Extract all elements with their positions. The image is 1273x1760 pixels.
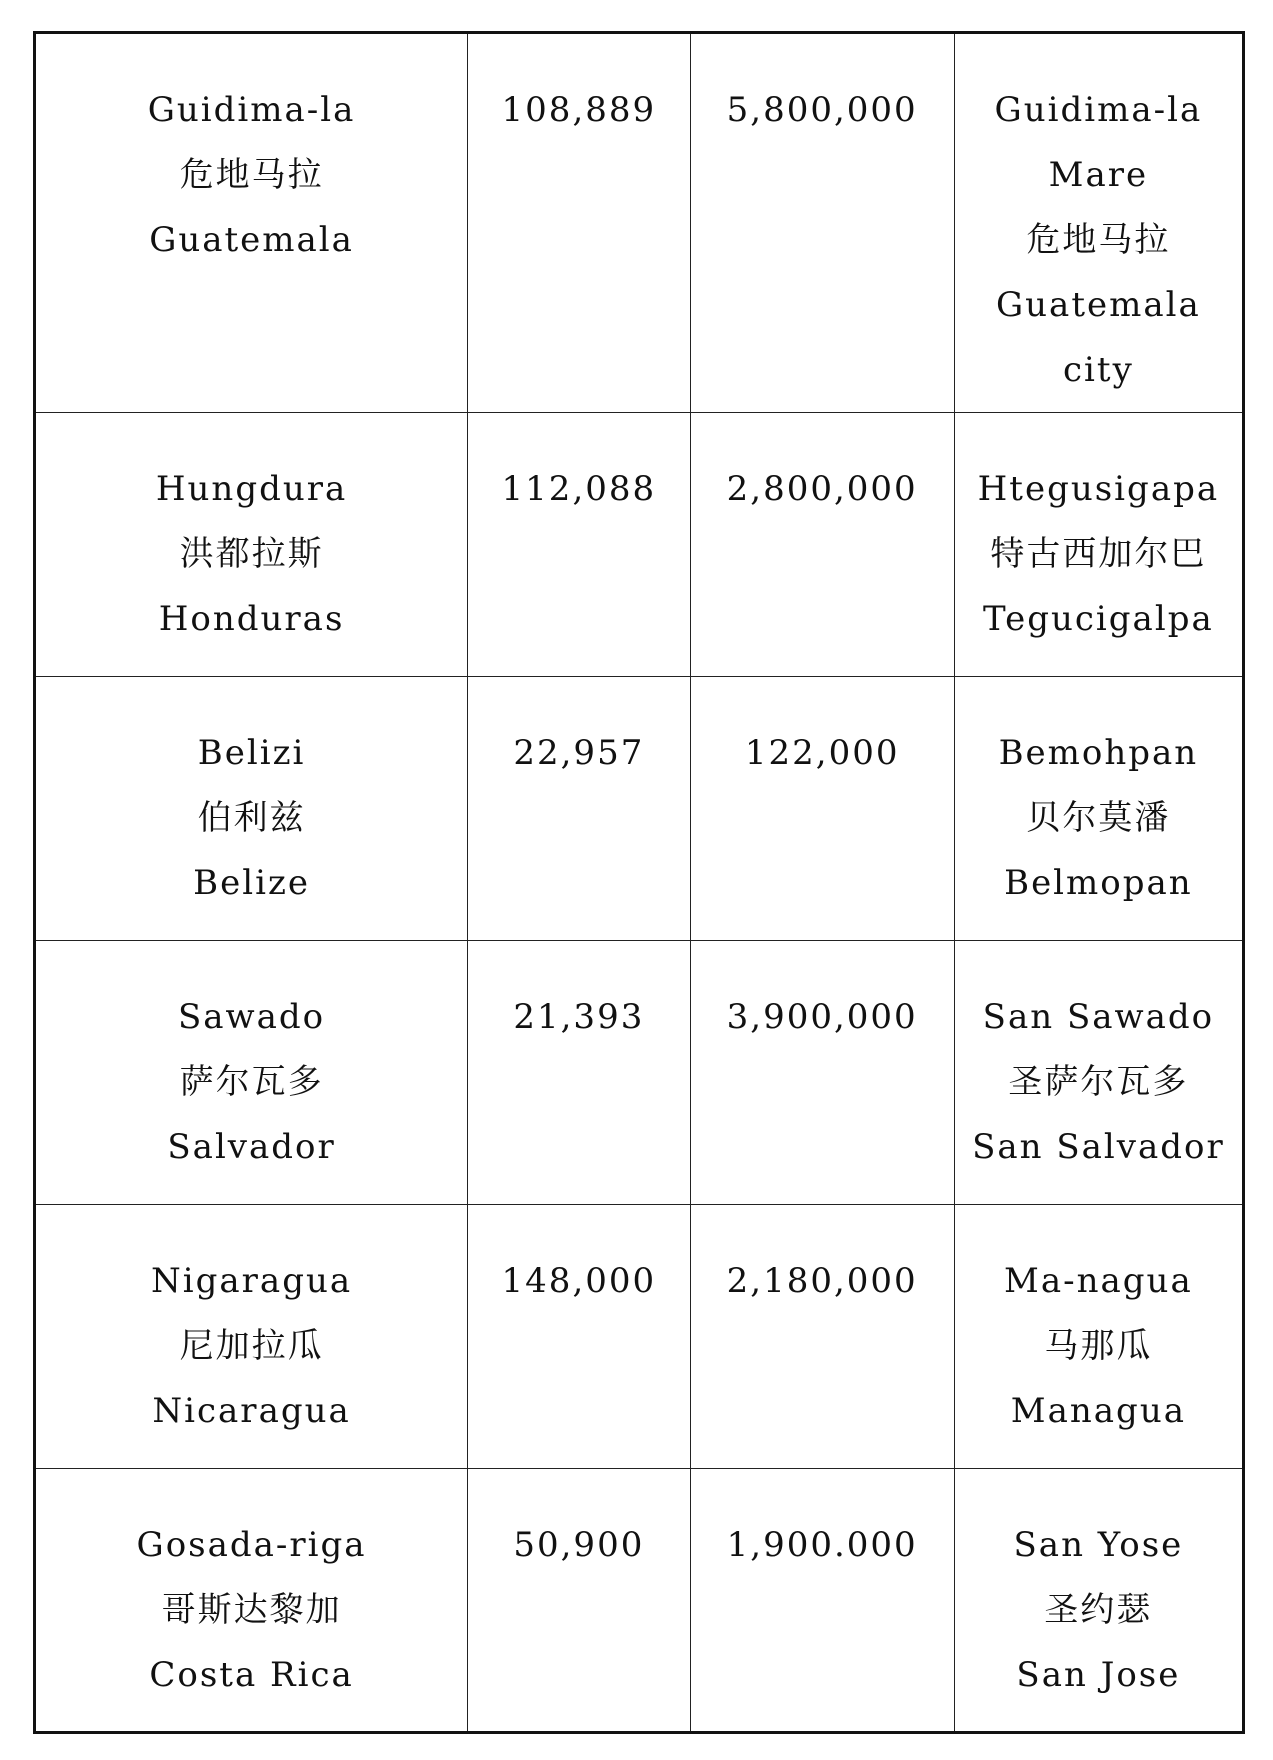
area-cell bbox=[468, 677, 690, 941]
country-cell-line: Belize bbox=[193, 863, 311, 903]
population-cell bbox=[690, 33, 954, 413]
capital-cell bbox=[954, 33, 1243, 413]
country-cell-line: Gosada-riga bbox=[136, 1525, 367, 1565]
country-cell-line: Nigaragua bbox=[151, 1261, 353, 1301]
country-cell bbox=[35, 413, 468, 677]
country-cell-line: Guatemala bbox=[149, 220, 354, 260]
capital-cell bbox=[954, 413, 1243, 677]
population-cell-line: 2,800,000 bbox=[726, 469, 918, 509]
population-cell-line: 3,900,000 bbox=[726, 997, 918, 1037]
country-table bbox=[33, 31, 1245, 1734]
capital-cell-line: 危地马拉 bbox=[1026, 220, 1171, 260]
capital-cell-line: Managua bbox=[1010, 1391, 1186, 1431]
capital-cell-line: Ma-nagua bbox=[1004, 1261, 1193, 1301]
country-cell-line: Salvador bbox=[167, 1127, 336, 1167]
table-row bbox=[35, 413, 1244, 677]
country-cell-line: Hungdura bbox=[155, 469, 348, 509]
country-cell-line: Costa Rica bbox=[149, 1655, 354, 1695]
capital-cell-line: San Jose bbox=[1016, 1655, 1181, 1695]
population-cell-line: 5,800,000 bbox=[726, 90, 918, 130]
country-cell-line: Sawado bbox=[177, 997, 326, 1037]
country-cell-line: Belizi bbox=[197, 733, 306, 773]
area-cell bbox=[468, 33, 690, 413]
country-cell-line: 洪都拉斯 bbox=[179, 534, 324, 574]
capital-cell bbox=[954, 1469, 1243, 1733]
table-row bbox=[35, 1469, 1244, 1733]
population-cell bbox=[690, 677, 954, 941]
table-row bbox=[35, 941, 1244, 1205]
capital-cell-line: 马那瓜 bbox=[1044, 1326, 1153, 1366]
capital-cell-line: 特古西加尔巴 bbox=[990, 534, 1207, 574]
population-cell-line: 122,000 bbox=[744, 733, 900, 773]
country-cell-line: Guidima-la bbox=[147, 90, 356, 130]
table-row bbox=[35, 1205, 1244, 1469]
country-cell-line: 危地马拉 bbox=[179, 155, 324, 195]
population-cell-line: 1,900.000 bbox=[726, 1525, 918, 1565]
area-cell-line: 108,889 bbox=[501, 90, 657, 130]
area-cell-line: 148,000 bbox=[501, 1261, 657, 1301]
capital-cell-line: Tegucigalpa bbox=[983, 599, 1214, 639]
country-cell bbox=[35, 677, 468, 941]
population-cell bbox=[690, 1469, 954, 1733]
country-cell bbox=[35, 941, 468, 1205]
area-cell-line: 50,900 bbox=[513, 1525, 645, 1565]
capital-cell-line: Htegusigapa bbox=[977, 469, 1220, 509]
capital-cell-line: 圣萨尔瓦多 bbox=[1008, 1062, 1189, 1102]
capital-cell-line: Belmopan bbox=[1004, 863, 1193, 903]
capital-cell-line: San Yose bbox=[1013, 1525, 1184, 1565]
capital-cell-line: Bemohpan bbox=[998, 733, 1199, 773]
country-cell-line: 尼加拉瓜 bbox=[179, 1326, 324, 1366]
table-row bbox=[35, 677, 1244, 941]
capital-cell-line: Guidima-la bbox=[994, 90, 1203, 130]
country-cell-line: Honduras bbox=[158, 599, 345, 639]
area-cell bbox=[468, 1469, 690, 1733]
capital-cell bbox=[954, 941, 1243, 1205]
capital-cell-line: San Sawado bbox=[982, 997, 1215, 1037]
capital-cell bbox=[954, 1205, 1243, 1469]
capital-cell-line: city bbox=[1063, 350, 1134, 390]
country-cell bbox=[35, 33, 468, 413]
capital-cell-line: Guatemala bbox=[996, 285, 1201, 325]
country-cell-line: 哥斯达黎加 bbox=[161, 1590, 342, 1630]
area-cell bbox=[468, 1205, 690, 1469]
area-cell-line: 21,393 bbox=[513, 997, 645, 1037]
population-cell bbox=[690, 413, 954, 677]
population-cell bbox=[690, 1205, 954, 1469]
country-cell-line: 伯利兹 bbox=[197, 798, 306, 838]
population-cell bbox=[690, 941, 954, 1205]
country-cell-line: 萨尔瓦多 bbox=[179, 1062, 324, 1102]
population-cell-line: 2,180,000 bbox=[726, 1261, 918, 1301]
capital-cell-line: 圣约瑟 bbox=[1044, 1590, 1153, 1630]
country-cell bbox=[35, 1205, 468, 1469]
area-cell-line: 22,957 bbox=[513, 733, 645, 773]
area-cell bbox=[468, 413, 690, 677]
capital-cell-line: San Salvador bbox=[972, 1127, 1225, 1167]
country-cell bbox=[35, 1469, 468, 1733]
table-body bbox=[35, 33, 1244, 1733]
table-row bbox=[35, 33, 1244, 413]
area-cell-line: 112,088 bbox=[501, 469, 657, 509]
area-cell bbox=[468, 941, 690, 1205]
capital-cell-line: Mare bbox=[1048, 155, 1149, 195]
capital-cell-line: 贝尔莫潘 bbox=[1026, 798, 1171, 838]
country-cell-line: Nicaragua bbox=[152, 1391, 351, 1431]
capital-cell bbox=[954, 677, 1243, 941]
